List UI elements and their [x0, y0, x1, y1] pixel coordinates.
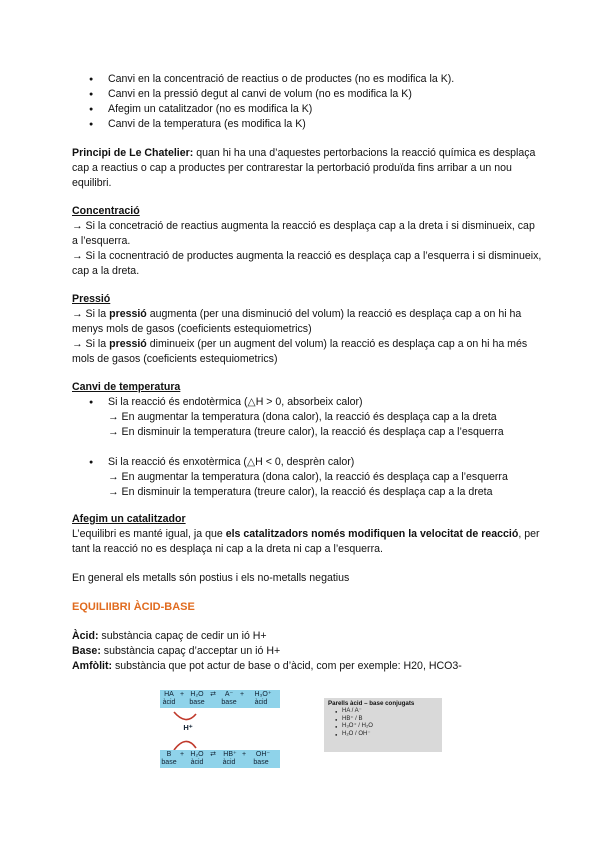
principle-label: Principi de Le Chatelier:	[72, 147, 194, 159]
list-item: ● H₂O / OH⁻	[324, 731, 442, 739]
proton-transfer-arrows-icon	[160, 708, 280, 752]
list-item: ● HA / A⁻	[324, 708, 442, 716]
role-label: base	[253, 759, 269, 766]
paragraph: → En disminuir la temperatura (treure calor), la reacció és desplaça cap a la dreta	[108, 486, 493, 498]
text-run: , per tant la reacció no es desplaça ni cap a la dreta ni cap a l’esquerra.	[72, 528, 540, 555]
definition-text: substància que pot actur de base o d’àcid, com per exemple: H20, HCO3-	[112, 660, 462, 672]
role-label: àcid	[190, 759, 204, 766]
definition-acid	[72, 629, 542, 644]
figure-title: Parells àcid – base conjugats	[328, 700, 415, 707]
equilibrium-icon: ⇄	[210, 691, 216, 698]
text-run: augmenta (per una disminució del volum) la reacció es desplaça cap a on hi ha menys mols de gasos (coeficients estequiometrics)	[72, 308, 522, 335]
acid-base-reaction-figure	[160, 690, 348, 772]
formula: +	[179, 751, 185, 758]
text-run: diminueix (per un augment del volum) la reacció es desplaça cap a on hi ha més mols de gasos (coeficients estequiometrics)	[72, 338, 528, 365]
list-item: ● Canvi en la concentració de reactius o de productes (no es modifica la K).	[72, 72, 542, 87]
proton-label: H⁺	[183, 723, 193, 732]
formula: +	[239, 691, 245, 698]
formula: +	[179, 691, 185, 698]
temperature-list	[72, 455, 542, 470]
text-run: → Si la	[72, 338, 110, 350]
temperature-list	[72, 395, 542, 410]
temperature-section	[72, 380, 542, 500]
concentration-section	[72, 204, 542, 279]
formula: B	[166, 751, 172, 758]
perturbation-list	[72, 72, 542, 132]
text-run: → Si la	[72, 308, 110, 320]
formula: A⁻	[224, 691, 234, 698]
text-run: L’equilibri es manté igual, ja que	[72, 528, 226, 540]
bold-run: els catalitzadors només modifiquen la velocitat de reacció	[225, 528, 519, 540]
role-label: àcid	[162, 699, 176, 706]
formula: OH⁻	[255, 751, 271, 758]
section-heading: Pressió	[72, 293, 111, 305]
definition-amphoteric	[72, 659, 542, 674]
paragraph	[72, 527, 542, 557]
role-label: base	[189, 699, 205, 706]
paragraph	[72, 307, 542, 337]
role-label: base	[161, 759, 177, 766]
paragraph: → En augmentar la temperatura (dona calor), la reacció és desplaça cap a l’esquerra	[108, 471, 508, 483]
le-chatelier-paragraph	[72, 146, 542, 191]
formula: H₃O⁺	[254, 691, 272, 698]
list-item: ● Canvi de la temperatura (es modifica la K)	[72, 117, 542, 132]
section-heading: Canvi de temperatura	[72, 381, 181, 393]
paragraph: → En disminuir la temperatura (treure calor), la reacció és desplaça cap a l’esquerra	[108, 426, 504, 438]
section-heading: Concentració	[72, 205, 140, 217]
term: Base:	[72, 645, 101, 657]
definition-base	[72, 644, 542, 659]
conjugate-pairs-figure	[324, 698, 442, 752]
role-label: base	[221, 699, 237, 706]
list-item: ● HB⁺ / B	[324, 716, 442, 724]
metals-paragraph: En general els metalls són postius i els no-metalls negatius	[72, 572, 350, 584]
equilibrium-icon: ⇄	[210, 751, 216, 758]
catalyst-section	[72, 512, 542, 557]
list-item: ● H₃O⁺ / H₂O	[324, 723, 442, 731]
pressure-section	[72, 292, 542, 367]
acid-base-title: EQUILIIBRI ÀCID-BASE	[72, 601, 195, 613]
list-item: ● Si la reacció és enxotèrmica (△H < 0, desprèn calor)	[72, 455, 542, 470]
list-item: ● Si la reacció és endotèrmica (△H > 0, absorbeix calor)	[72, 395, 542, 410]
term: Àcid:	[72, 630, 99, 642]
paragraph: → Si la cocnentració de productes augmenta la reacció es desplaça cap a l’esquerra i si disminueix, cap a la dreta.	[72, 250, 542, 277]
paragraph: → En augmentar la temperatura (dona calor), la reacció és desplaça cap a la dreta	[108, 411, 497, 423]
list-item: ● Canvi en la pressió degut al canvi de volum (no es modifica la K)	[72, 87, 542, 102]
conjugate-pairs-list	[324, 708, 442, 738]
formula: HA	[164, 691, 174, 698]
formula: +	[241, 751, 247, 758]
role-label: àcid	[254, 699, 268, 706]
principle-text: quan hi ha una d’aquestes pertorbacions la reacció química es desplaça cap a reactius o cap a productes per contrarestar la pertorbació produïda fins arribar a un nou equilibri.	[72, 147, 536, 189]
definitions	[72, 629, 542, 674]
formula: H₂O	[190, 691, 204, 698]
section-heading: Afegim un catalitzador	[72, 513, 186, 525]
list-item: ● Afegim un catalitzador (no es modifica la K)	[72, 102, 542, 117]
formula: HB⁺	[223, 751, 237, 758]
paragraph	[72, 337, 542, 367]
definition-text: substància capaç d’acceptar un ió H+	[100, 645, 281, 657]
paragraph: → Si la concetració de reactius augmenta la reacció es desplaça cap a la dreta i si disminueix, cap a l’esquerra.	[72, 220, 535, 247]
bold-run: pressió	[109, 308, 147, 320]
bold-run: pressió	[109, 338, 147, 350]
definition-text: substància capaç de cedir un ió H+	[98, 630, 267, 642]
term: Amfòlit:	[72, 660, 113, 672]
role-label: àcid	[222, 759, 236, 766]
formula: H₂O	[190, 751, 204, 758]
